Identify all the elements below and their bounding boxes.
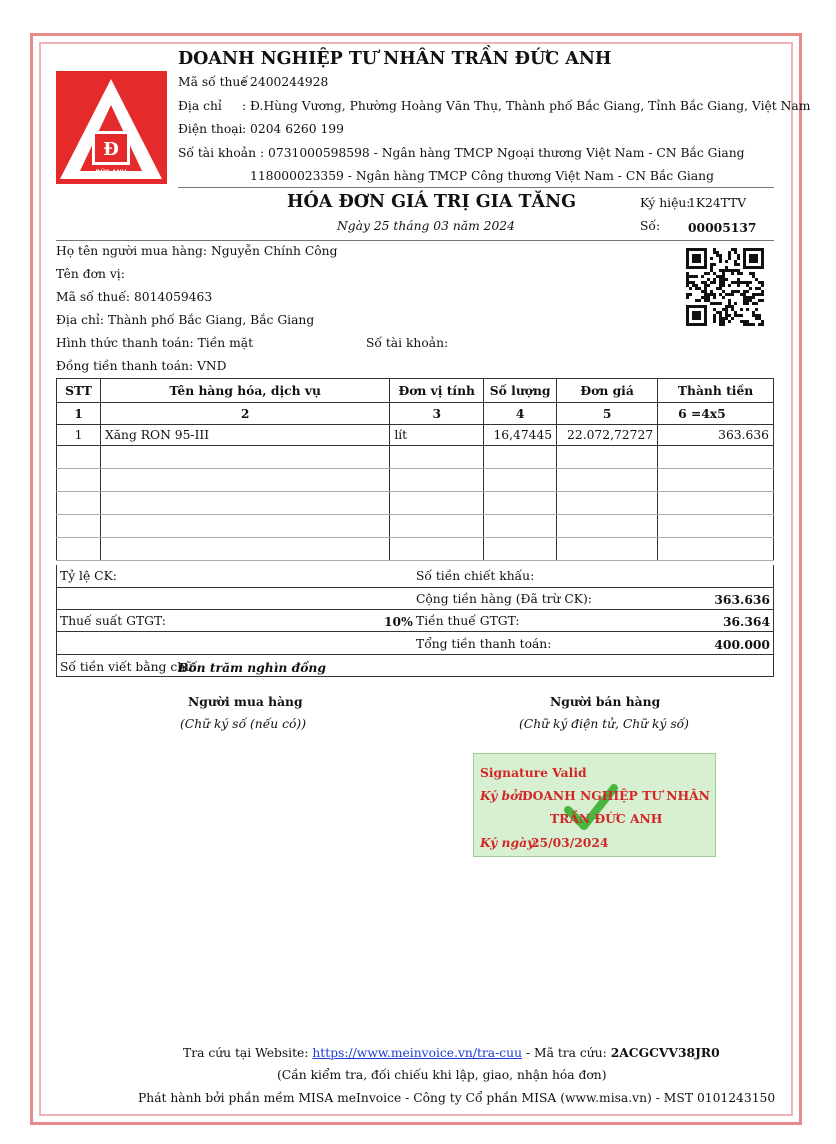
table-header-row xyxy=(57,379,774,403)
title-divider xyxy=(56,240,774,241)
row-unit: lít xyxy=(390,425,484,446)
buyer-account: Số tài khoản: xyxy=(366,336,449,350)
vat-rate-value: 10% xyxy=(384,614,413,629)
qr-code-icon xyxy=(686,248,764,326)
seller-address: : Đ.Hùng Vương, Phường Hoàng Văn Thụ, Thành phố Bắc Giang, Tỉnh Bắc Giang, Việt Nam xyxy=(242,99,811,113)
seller-account-line1: : 0731000598598 - Ngân hàng TMCP Ngoại thương Việt Nam - CN Bắc Giang xyxy=(260,146,745,160)
signed-by-line2: TRẦN ĐỨC ANH xyxy=(550,811,663,826)
lookup-website-link[interactable]: https://www.meinvoice.vn/tra-cuu xyxy=(312,1046,523,1060)
buyer-address: Địa chỉ: Thành phố Bắc Giang, Bắc Giang xyxy=(56,313,315,327)
index-cell: 6 =4x5 xyxy=(658,403,774,425)
buyer-tax-code: Mã số thuế: 8014059463 xyxy=(56,290,213,304)
invoice-number-label: Số: xyxy=(640,219,661,233)
seller-account-label: Số tài khoản xyxy=(178,146,256,160)
buyer-signature-note: (Chữ ký số (nếu có)) xyxy=(180,717,307,731)
subtotal-label: Cộng tiền hàng (Đã trừ CK): xyxy=(416,592,592,606)
seller-account-line2: 118000023359 - Ngân hàng TMCP Công thương Việt Nam - CN Bắc Giang xyxy=(250,169,714,183)
totals-divider xyxy=(57,631,773,632)
row-quantity: 16,47445 xyxy=(484,425,557,446)
digital-signature-box[interactable] xyxy=(473,753,716,857)
footer-lookup-line xyxy=(183,1045,720,1060)
seller-signature-note: (Chữ ký điện tử, Chữ ký số) xyxy=(519,717,689,731)
footer-publisher: Phát hành bởi phần mềm MISA meInvoice - Công ty Cổ phần MISA (www.misa.vn) - MST 0101243150 xyxy=(138,1091,776,1105)
seller-signature-title: Người bán hàng xyxy=(550,694,661,709)
empty-row xyxy=(57,469,774,492)
amount-in-words: Bốn trăm nghìn đồng xyxy=(178,660,326,675)
invoice-symbol: 1K24TTV xyxy=(688,196,747,210)
seller-company-name: DOANH NGHIỆP TƯ NHÂN TRẦN ĐỨC ANH xyxy=(178,49,612,69)
signed-date-label: Ký ngày: xyxy=(480,835,539,850)
items-table xyxy=(56,378,774,561)
invoice-number: 00005137 xyxy=(688,220,757,235)
invoice-date: Ngày 25 tháng 03 năm 2024 xyxy=(337,219,515,233)
svg-text:Đ: Đ xyxy=(103,139,119,160)
index-cell: 4 xyxy=(484,403,557,425)
footer-lookup-code: 2ACGCVV38JR0 xyxy=(610,1045,720,1060)
header-unit: Đơn vị tính xyxy=(390,379,484,403)
row-item-name: Xăng RON 95-III xyxy=(100,425,389,446)
totals-divider xyxy=(57,587,773,588)
vat-rate-label: Thuế suất GTGT: xyxy=(60,614,166,628)
totals-divider xyxy=(57,654,773,655)
signature-valid-label: Signature Valid xyxy=(480,765,587,780)
footer-lookup-code-label: - Mã tra cứu: xyxy=(525,1046,607,1060)
invoice-symbol-label: Ký hiệu: xyxy=(640,196,691,210)
row-amount: 363.636 xyxy=(658,425,774,446)
index-cell: 3 xyxy=(390,403,484,425)
header-item-name: Tên hàng hóa, dịch vụ xyxy=(100,379,389,403)
signed-by-label: Ký bởi: xyxy=(480,788,528,803)
empty-row xyxy=(57,446,774,469)
index-cell: 2 xyxy=(100,403,389,425)
amount-in-words-label: Số tiền viết bằng chữ: xyxy=(60,660,198,674)
header-unit-price: Đơn giá xyxy=(557,379,658,403)
empty-row xyxy=(57,538,774,561)
index-cell: 1 xyxy=(57,403,101,425)
logo-emblem-icon xyxy=(56,71,167,184)
invoice-title: HÓA ĐƠN GIÁ TRỊ GIA TĂNG xyxy=(287,192,577,212)
seller-tax-code: : 2400244928 xyxy=(242,75,329,89)
signed-date: 25/03/2024 xyxy=(531,835,609,850)
discount-amount-label: Số tiền chiết khấu: xyxy=(416,569,535,583)
buyer-unit: Tên đơn vị: xyxy=(56,267,125,281)
header-quantity: Số lượng xyxy=(484,379,557,403)
vat-amount-value: 36.364 xyxy=(722,614,770,629)
vat-amount-label: Tiền thuế GTGT: xyxy=(416,614,520,628)
header-stt: STT xyxy=(57,379,101,403)
company-logo xyxy=(56,71,167,184)
total-label: Tổng tiền thanh toán: xyxy=(416,637,552,651)
seller-address-label: Địa chỉ xyxy=(178,99,222,113)
table-row xyxy=(57,425,774,446)
seller-phone: : 0204 6260 199 xyxy=(242,122,344,136)
table-index-row xyxy=(57,403,774,425)
total-value: 400.000 xyxy=(714,637,770,652)
svg-text:ĐỨC ANH: ĐỨC ANH xyxy=(95,169,127,176)
buyer-currency: Đồng tiền thanh toán: VND xyxy=(56,359,227,373)
discount-rate-label: Tỷ lệ CK: xyxy=(60,569,117,583)
empty-row xyxy=(57,492,774,515)
header-divider xyxy=(178,187,774,188)
seller-phone-label: Điện thoại xyxy=(178,122,243,136)
row-unit-price: 22.072,72727 xyxy=(557,425,658,446)
row-stt: 1 xyxy=(57,425,101,446)
footer-note: (Cần kiểm tra, đối chiếu khi lập, giao, nhận hóa đơn) xyxy=(277,1068,607,1082)
seller-tax-label: Mã số thuế xyxy=(178,75,248,89)
index-cell: 5 xyxy=(557,403,658,425)
footer-lookup-prefix: Tra cứu tại Website: xyxy=(183,1046,309,1060)
subtotal-value: 363.636 xyxy=(714,592,770,607)
buyer-signature-title: Người mua hàng xyxy=(188,694,303,709)
buyer-payment-method: Hình thức thanh toán: Tiền mặt xyxy=(56,336,254,350)
signed-by-line1: DOANH NGHIỆP TƯ NHÂN xyxy=(522,788,710,803)
totals-divider xyxy=(57,609,773,610)
header-amount: Thành tiền xyxy=(658,379,774,403)
buyer-name: Họ tên người mua hàng: Nguyễn Chính Công xyxy=(56,244,338,258)
empty-row xyxy=(57,515,774,538)
